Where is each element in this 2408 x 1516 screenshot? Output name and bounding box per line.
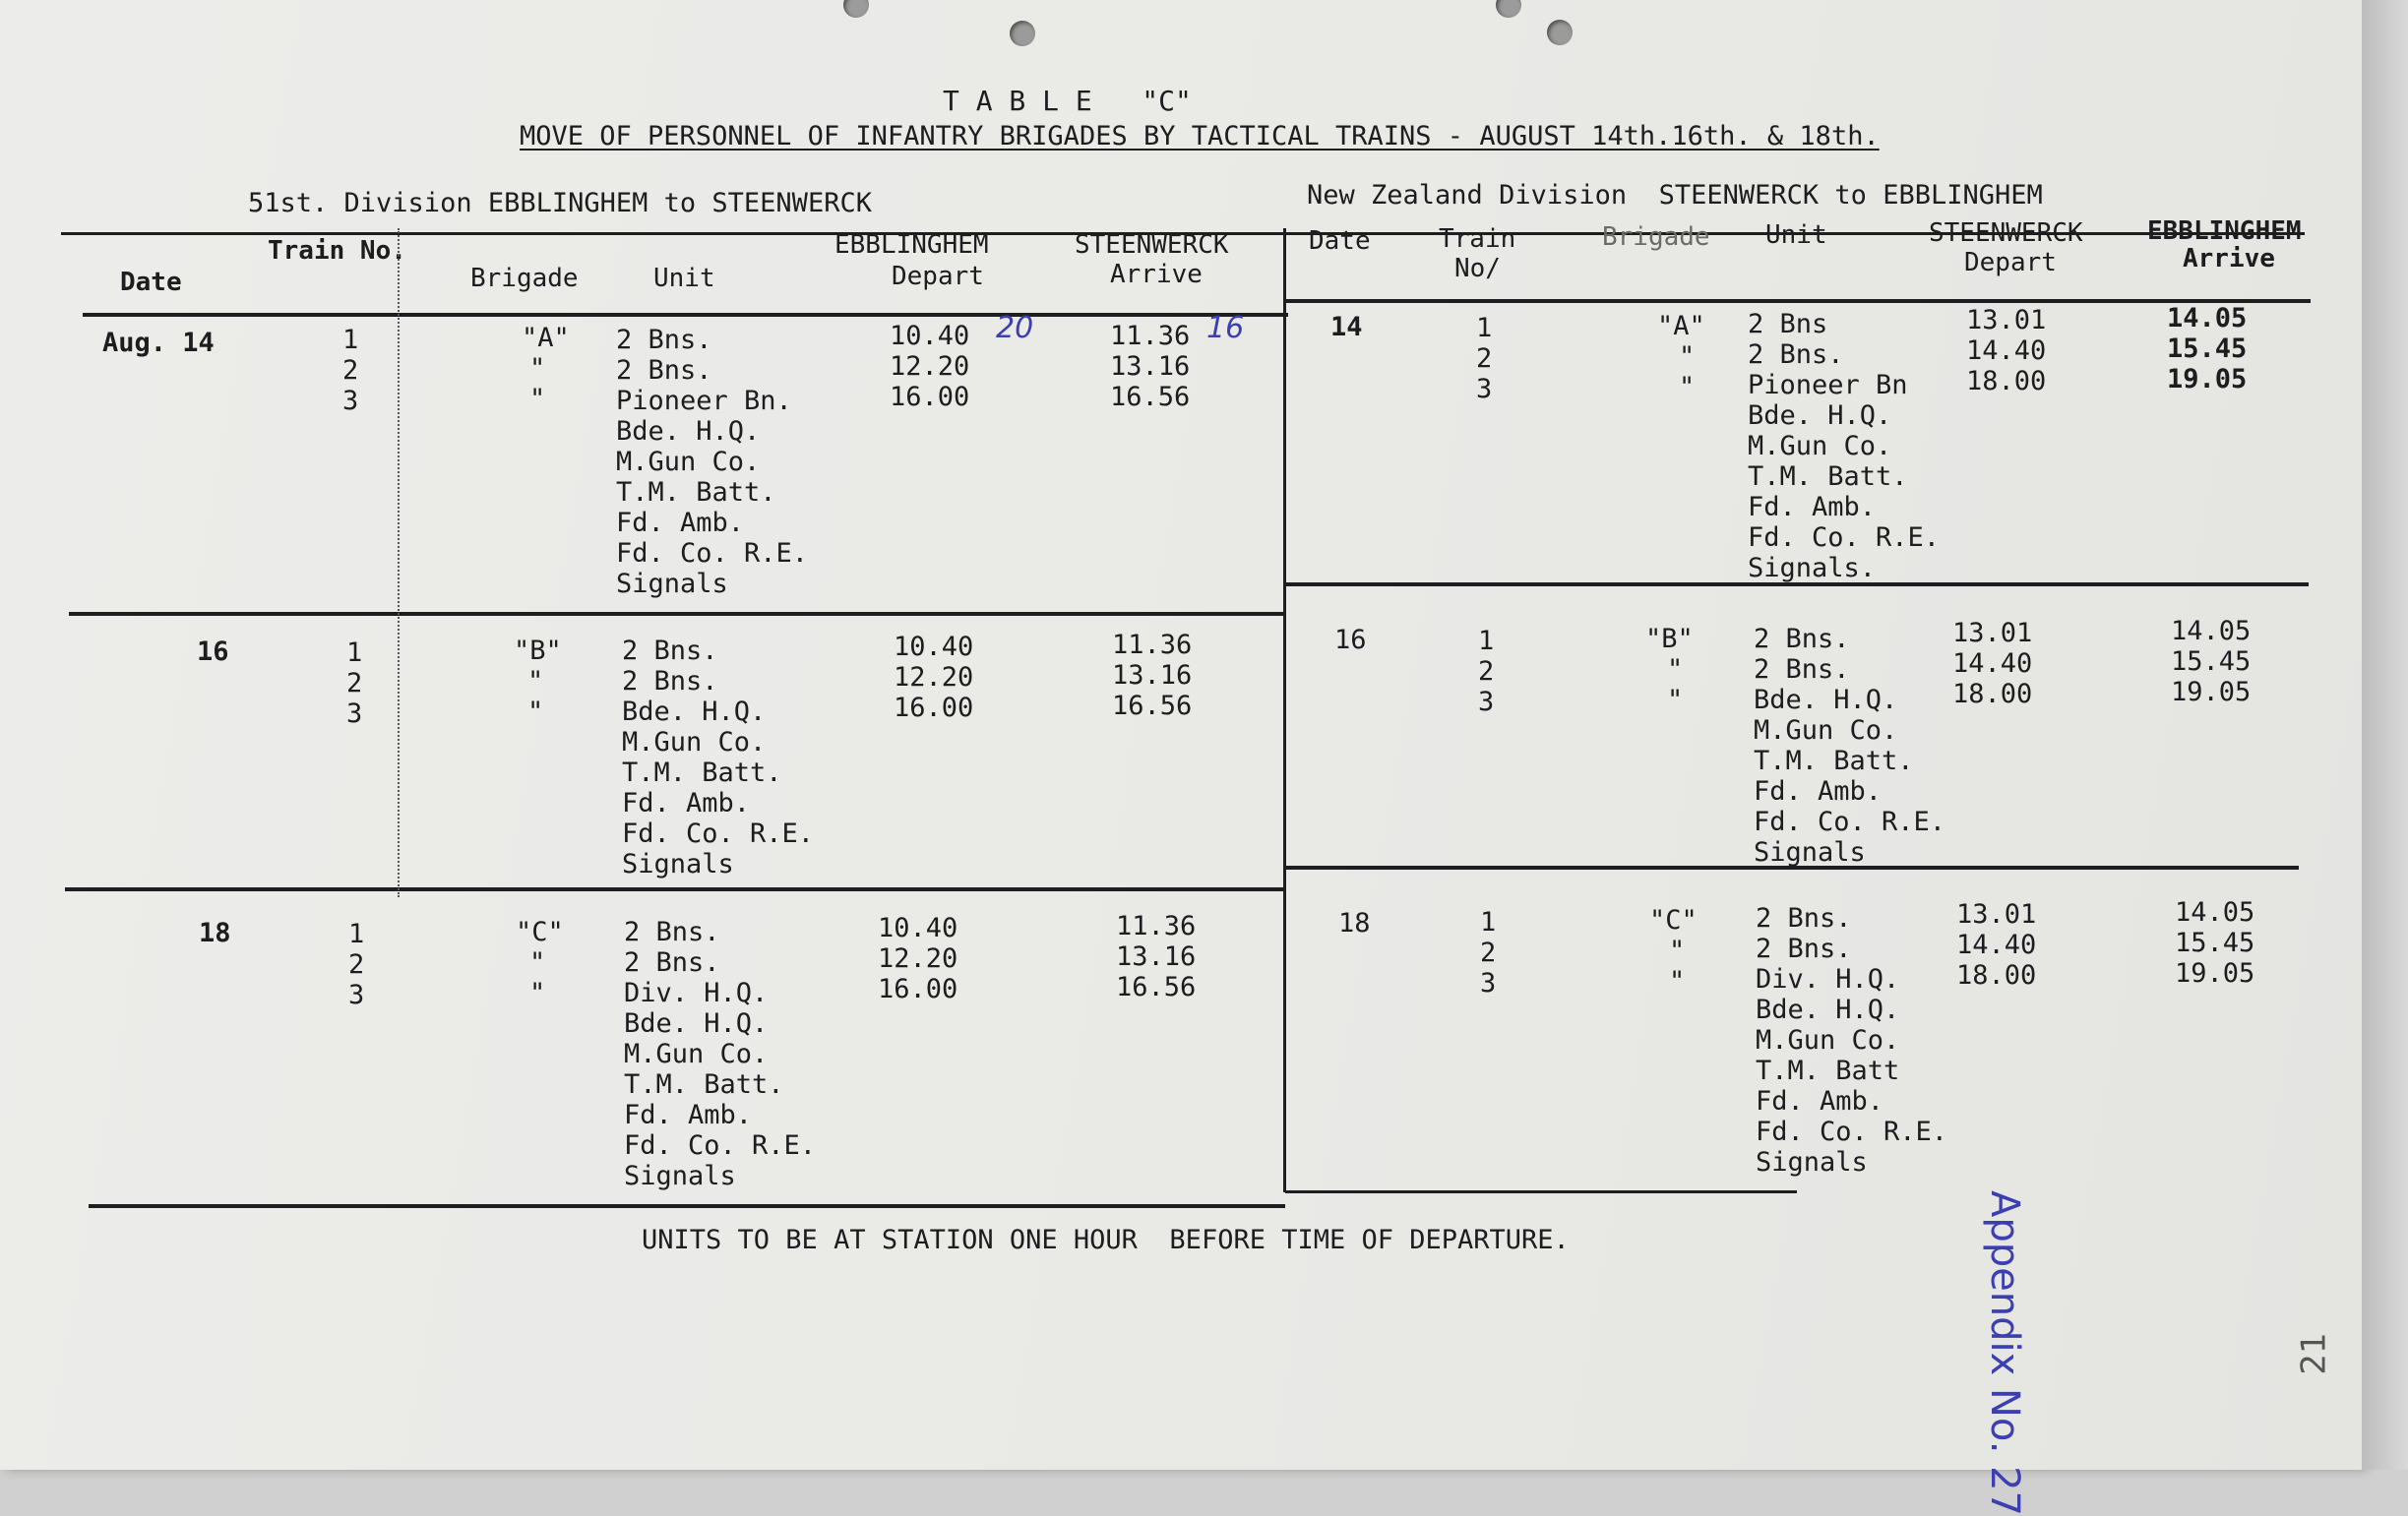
unit: T.M. Batt.: [624, 1069, 784, 1100]
unit: 2 Bns.: [616, 325, 712, 355]
col-brigade-right: Brigade: [1602, 222, 1710, 252]
unit: T.M. Batt.: [622, 758, 782, 788]
col-arrive-station: STEENWERCK: [1075, 230, 1229, 260]
arrive-time: 15.45: [2171, 646, 2252, 677]
right-trains: [1476, 313, 1492, 404]
left-depart: [894, 632, 973, 723]
brigade: ": [529, 384, 546, 414]
appendix-annotation: Appendix No. 27: [1982, 1190, 2027, 1516]
unit: M.Gun Co.: [1754, 715, 1898, 746]
col-arrive-station-right: EBBLINGHEM: [2147, 216, 2302, 246]
unit: Fd. Co. R.E.: [616, 538, 809, 569]
arrive-time: 16.56: [1112, 691, 1193, 721]
left-brigades: [522, 323, 570, 414]
left-trains: [342, 325, 358, 416]
depart-time: 12.20: [878, 943, 958, 974]
unit: Signals: [616, 569, 728, 599]
brigade: ": [1667, 685, 1684, 715]
train-no: 3: [1476, 374, 1493, 404]
col-depart: Depart: [892, 262, 984, 291]
unit: M.Gun Co.: [1748, 431, 1892, 461]
arrive-time: 19.05: [2167, 364, 2248, 394]
unit: Bde. H.Q.: [1754, 685, 1898, 715]
right-depart: [1956, 899, 2036, 991]
right-depart: [1952, 618, 2032, 709]
train-no: 1: [1478, 626, 1495, 656]
right-date: 18: [1338, 908, 1371, 939]
center-divider: [1283, 228, 1286, 1192]
train-no: 3: [342, 386, 359, 416]
unit: Fd. Co. R.E.: [1756, 1117, 1948, 1147]
depart-time: 18.00: [1952, 679, 2033, 709]
unit: Fd. Amb.: [616, 508, 745, 538]
left-date: 16: [197, 637, 229, 667]
unit: Signals: [622, 849, 734, 879]
right-depart: [1966, 305, 2046, 396]
col-depart-station: EBBLINGHEM: [834, 230, 989, 260]
unit: 2 Bns.: [616, 355, 712, 386]
col-date-right: Date: [1309, 226, 1371, 256]
train-no: 3: [1480, 968, 1497, 999]
right-arrive: [2167, 303, 2247, 394]
left-date: Aug. 14: [102, 328, 215, 358]
punch-hole: [843, 0, 869, 18]
unit: 2 Bns: [1748, 309, 1828, 339]
left-brigades: [514, 636, 562, 727]
col-train: Train No.: [268, 236, 406, 266]
brigade: ": [1679, 341, 1696, 372]
unit: Signals: [1754, 837, 1866, 868]
unit: 2 Bns.: [1754, 654, 1850, 685]
unit: Pioneer Bn: [1748, 370, 1908, 400]
depart-time: 13.01: [1952, 618, 2033, 648]
depart-time: 10.40: [894, 632, 974, 662]
unit: 2 Bns.: [1756, 934, 1852, 964]
train-no: 2: [346, 668, 363, 698]
right-trains: [1480, 907, 1496, 999]
right-trains: [1478, 626, 1494, 717]
depart-time: 18.00: [1956, 960, 2037, 991]
arrive-time: 11.36: [1110, 321, 1191, 351]
train-no: 1: [346, 637, 363, 668]
right-brigades: [1657, 311, 1705, 402]
train-no: 2: [1480, 938, 1497, 968]
unit: Bde. H.Q.: [616, 416, 761, 447]
unit: T.M. Batt.: [616, 477, 776, 508]
brigade: ": [527, 697, 544, 727]
section-rule-left: [69, 612, 1285, 616]
footer-note: UNITS TO BE AT STATION ONE HOUR BEFORE TIME OF DEPARTURE.: [642, 1225, 1570, 1255]
arrive-time: 11.36: [1116, 911, 1197, 941]
col-brigade: Brigade: [470, 264, 579, 293]
unit: Div. H.Q.: [624, 978, 769, 1008]
unit: Bde. H.Q.: [1748, 400, 1892, 431]
unit: M.Gun Co.: [616, 447, 761, 477]
unit: 2 Bns.: [622, 636, 718, 666]
unit: M.Gun Co.: [622, 727, 767, 758]
unit: Fd. Amb.: [1748, 492, 1877, 522]
unit: 2 Bns.: [1756, 903, 1852, 934]
depart-time: 10.40: [890, 321, 970, 351]
right-units: [1748, 309, 1940, 583]
depart-time: 16.00: [894, 693, 974, 723]
arrive-time: 13.16: [1110, 351, 1191, 382]
handwritten-correction: 20: [996, 311, 1034, 345]
train-no: 2: [1478, 656, 1495, 687]
brigade: ": [529, 947, 546, 978]
left-units: [622, 636, 814, 879]
depart-time: 16.00: [890, 382, 970, 412]
brigade: "A": [1657, 311, 1705, 341]
arrive-time: 15.45: [2175, 928, 2255, 958]
unit: Fd. Co. R.E.: [622, 819, 815, 849]
table-bottom-rule-right: [1285, 1190, 1797, 1193]
train-no: 1: [348, 919, 365, 949]
train-no: 1: [1480, 907, 1497, 938]
brigade: ": [527, 666, 544, 697]
depart-time: 12.20: [890, 351, 970, 382]
train-no: 1: [1476, 313, 1493, 343]
col-depart-station-right: STEENWERCK: [1929, 218, 2083, 248]
unit: 2 Bns.: [1748, 339, 1844, 370]
brigade: ": [1669, 966, 1686, 997]
brigade: ": [529, 353, 546, 384]
unit: M.Gun Co.: [624, 1039, 769, 1069]
left-arrive: [1112, 630, 1192, 721]
brigade: ": [1667, 654, 1684, 685]
left-trains: [346, 637, 362, 729]
train-no: 2: [1476, 343, 1493, 374]
unit: Signals: [1756, 1147, 1868, 1178]
right-division-heading: New Zealand Division STEENWERCK to EBBLINGHEM: [1307, 180, 2043, 211]
unit: Div. H.Q.: [1756, 964, 1900, 995]
page-number: 21: [2294, 1332, 2334, 1375]
brigade: ": [529, 978, 546, 1008]
unit: Fd. Amb.: [1756, 1086, 1884, 1117]
arrive-time: 16.56: [1110, 382, 1191, 412]
punch-hole: [1547, 20, 1573, 45]
depart-time: 14.40: [1952, 648, 2033, 679]
unit: M.Gun Co.: [1756, 1025, 1900, 1056]
unit: Bde. H.Q.: [1756, 995, 1900, 1025]
right-units: [1754, 624, 1945, 868]
depart-time: 10.40: [878, 913, 958, 943]
unit: Pioneer Bn.: [616, 386, 792, 416]
right-arrive: [2171, 616, 2251, 707]
train-no: 3: [1478, 687, 1495, 717]
unit: Fd. Co. R.E.: [1754, 807, 1946, 837]
train-no: 1: [342, 325, 359, 355]
col-date: Date: [120, 268, 182, 297]
page-title: MOVE OF PERSONNEL OF INFANTRY BRIGADES BY TACTICAL TRAINS - AUGUST 14th.16th. & 18th.: [520, 121, 1880, 152]
right-brigades: [1649, 905, 1698, 997]
unit: 2 Bns.: [622, 666, 718, 697]
brigade: ": [1669, 936, 1686, 966]
unit: 2 Bns.: [1754, 624, 1850, 654]
train-no: 3: [348, 980, 365, 1010]
col-unit-right: Unit: [1765, 220, 1827, 250]
right-brigades: [1645, 624, 1694, 715]
arrive-time: 19.05: [2171, 677, 2252, 707]
section-rule-left: [65, 887, 1285, 891]
left-brigades: [516, 917, 564, 1008]
depart-time: 16.00: [878, 974, 958, 1004]
train-column-guide: [398, 228, 400, 897]
right-units: [1756, 903, 1947, 1178]
brigade: "C": [1649, 905, 1698, 936]
arrive-time: 13.16: [1112, 660, 1193, 691]
arrive-time: 15.45: [2167, 334, 2248, 364]
punch-hole: [1010, 21, 1035, 46]
handwritten-correction: 16: [1206, 311, 1245, 345]
train-no: 2: [348, 949, 365, 980]
left-date: 18: [199, 918, 231, 948]
unit: T.M. Batt.: [1754, 746, 1914, 776]
train-no: 2: [342, 355, 359, 386]
unit: 2 Bns.: [624, 917, 720, 947]
col-arrive-right: Arrive: [2183, 244, 2275, 273]
page-edge: [2362, 0, 2408, 1470]
arrive-time: 11.36: [1112, 630, 1193, 660]
right-arrive: [2175, 897, 2254, 989]
unit: 2 Bns.: [624, 947, 720, 978]
brigade: ": [1679, 372, 1696, 402]
left-units: [616, 325, 808, 599]
unit: Signals.: [1748, 553, 1877, 583]
table-bottom-rule: [89, 1204, 1285, 1208]
punch-hole: [1496, 0, 1521, 18]
unit: Fd. Co. R.E.: [1748, 522, 1941, 553]
brigade: "B": [1645, 624, 1694, 654]
train-no: 3: [346, 698, 363, 729]
depart-time: 14.40: [1966, 335, 2047, 366]
unit: Fd. Amb.: [622, 788, 751, 819]
left-depart: [890, 321, 969, 412]
depart-time: 14.40: [1956, 930, 2037, 960]
left-arrive: [1116, 911, 1196, 1002]
left-depart: [878, 913, 957, 1004]
col-unit: Unit: [653, 264, 715, 293]
depart-time: 13.01: [1966, 305, 2047, 335]
unit: Signals: [624, 1161, 736, 1191]
depart-time: 18.00: [1966, 366, 2047, 396]
arrive-time: 16.56: [1116, 972, 1197, 1002]
col-depart-right: Depart: [1964, 248, 2057, 277]
unit: T.M. Batt: [1756, 1056, 1900, 1086]
arrive-time: 19.05: [2175, 958, 2255, 989]
brigade: "B": [514, 636, 562, 666]
col-train-no-right: No/: [1454, 254, 1501, 283]
unit: T.M. Batt.: [1748, 461, 1908, 492]
col-train-right: Train: [1439, 224, 1516, 254]
arrive-time: 13.16: [1116, 941, 1197, 972]
header-bottom-rule: [83, 313, 1288, 317]
header-bottom-rule-right: [1285, 299, 2311, 303]
left-units: [624, 917, 816, 1191]
unit: Fd. Amb.: [624, 1100, 753, 1130]
depart-time: 12.20: [894, 662, 974, 693]
left-arrive: [1110, 321, 1190, 412]
arrive-time: 14.05: [2167, 303, 2248, 334]
table-id: T A B L E "C": [943, 85, 1192, 117]
unit: Bde. H.Q.: [622, 697, 767, 727]
right-date: 14: [1330, 312, 1363, 342]
arrive-time: 14.05: [2175, 897, 2255, 928]
left-division-heading: 51st. Division EBBLINGHEM to STEENWERCK: [248, 188, 872, 218]
left-trains: [348, 919, 364, 1010]
col-arrive: Arrive: [1110, 260, 1203, 289]
unit: Bde. H.Q.: [624, 1008, 769, 1039]
depart-time: 13.01: [1956, 899, 2037, 930]
unit: Fd. Amb.: [1754, 776, 1883, 807]
right-date: 16: [1334, 625, 1367, 655]
brigade: "A": [522, 323, 570, 353]
arrive-time: 14.05: [2171, 616, 2252, 646]
unit: Fd. Co. R.E.: [624, 1130, 817, 1161]
brigade: "C": [516, 917, 564, 947]
